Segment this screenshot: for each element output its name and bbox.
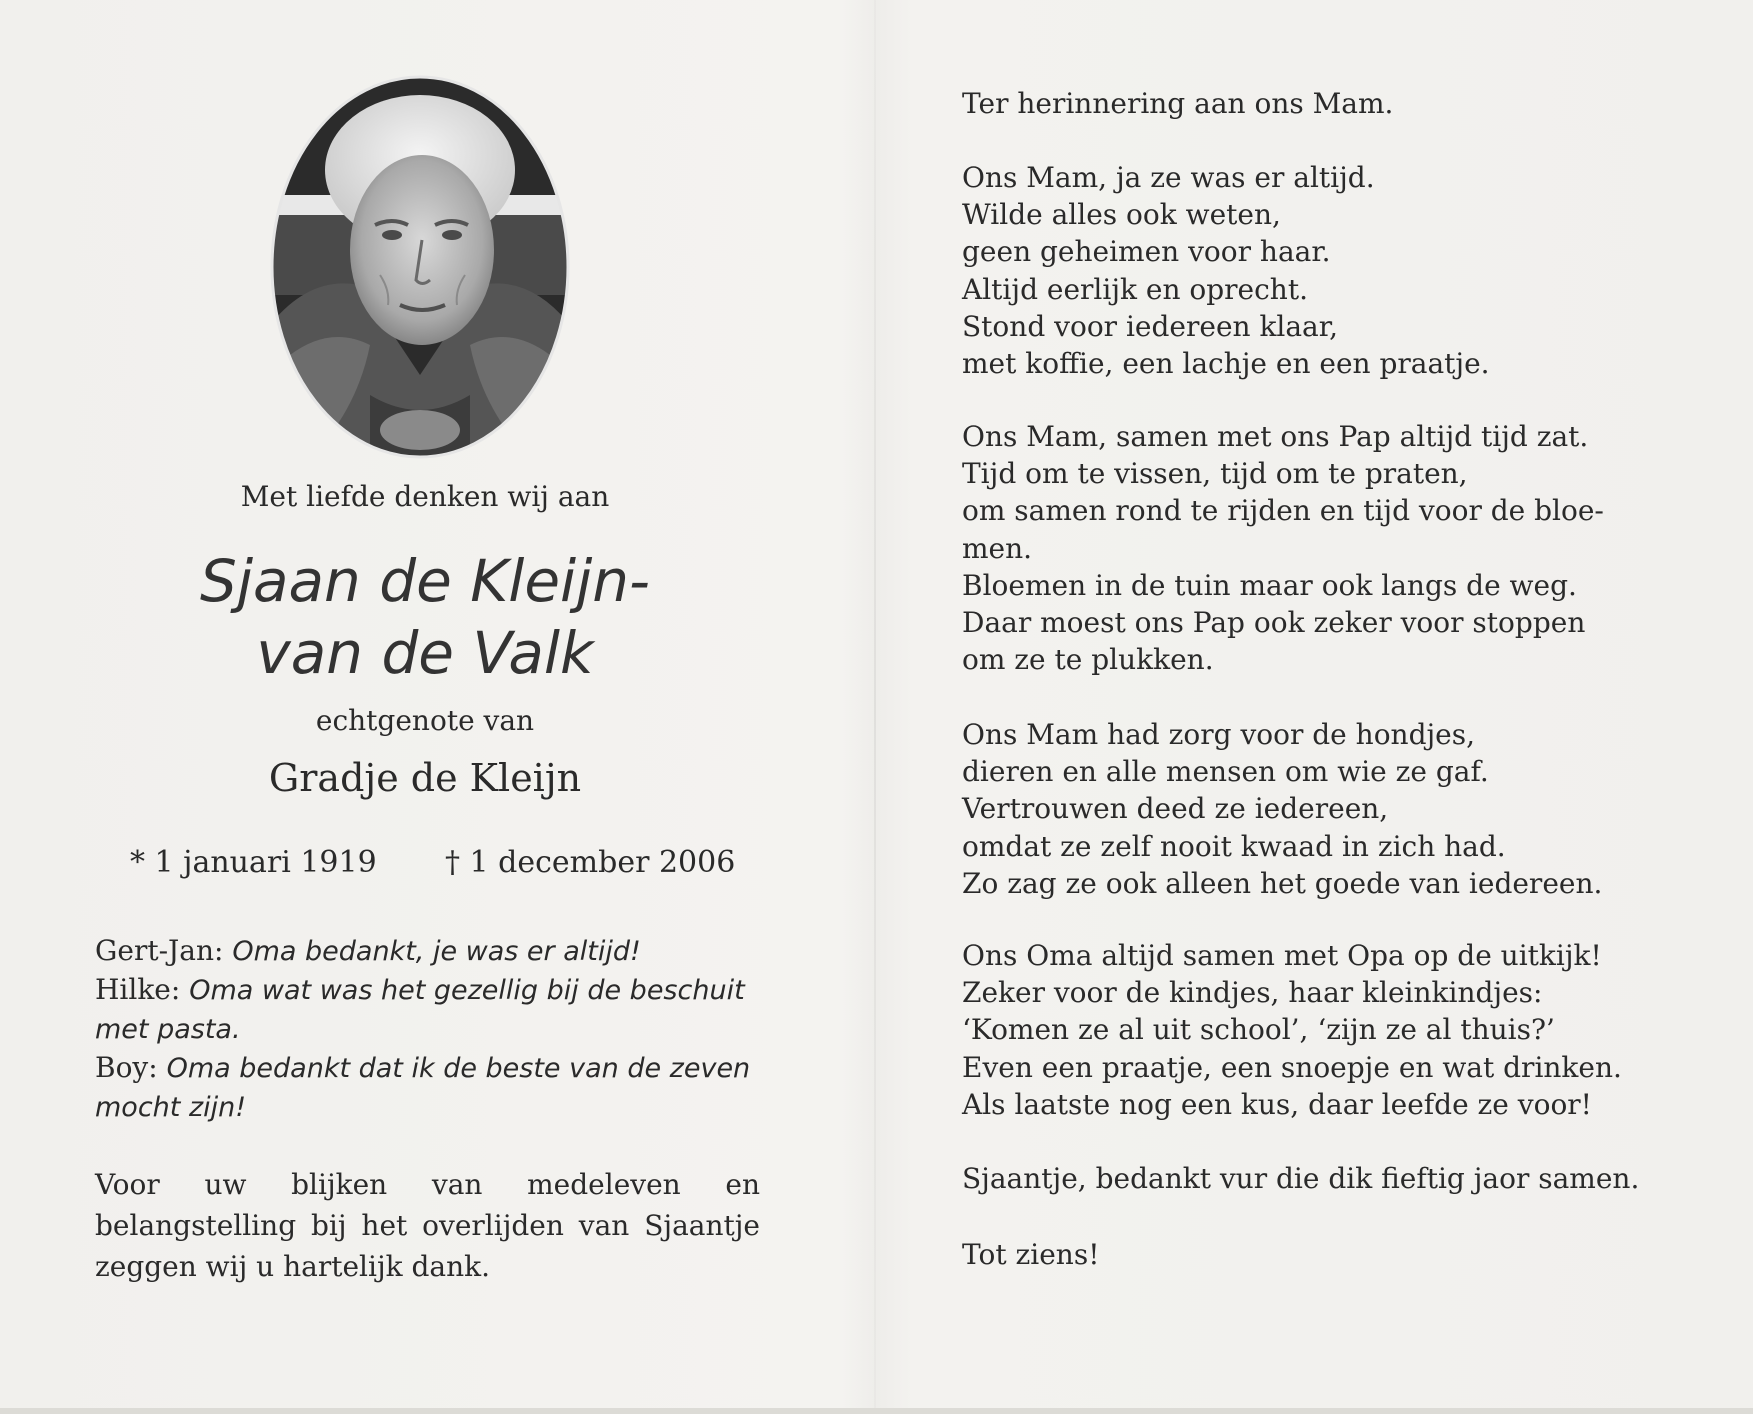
quote-text: Oma bedankt dat ik de beste van de zeven mocht zijn!: [95, 1053, 751, 1123]
poem-line: met koffie, een lachje en een praatje.: [962, 347, 1490, 381]
thanks-text: Voor uw blijken van medeleven en belangstelling bij het overlijden van Sjaantje zeggen wij u hartelijk dank.: [95, 1168, 760, 1283]
poem-line: Even een praatje, een snoepje en wat drinken.: [962, 1050, 1622, 1084]
poem-line: Sjaantje, bedankt vur die dik fieftig jaor samen.: [962, 1162, 1640, 1195]
quote-speaker: Boy:: [95, 1051, 158, 1084]
quote-speaker: Gert-Jan:: [95, 934, 224, 967]
poem-line: Als laatste nog een kus, daar leefde ze voor!: [962, 1087, 1592, 1121]
poem-line: Ons Mam had zorg voor de hondjes,: [962, 718, 1476, 751]
spouse-intro: echtgenote van: [315, 704, 535, 737]
poem-stanza-1: [962, 159, 1632, 382]
left-panel: [90, 0, 760, 1414]
name-line-1: Sjaan de Kleijn-: [200, 547, 650, 615]
poem-line: Daar moest ons Pap ook zeker voor stoppen: [962, 606, 1586, 640]
poem-line: om ze te plukken.: [962, 643, 1214, 677]
poem-stanza-5: [962, 1160, 1640, 1197]
poem-line: geen geheimen voor haar.: [962, 235, 1331, 269]
poem-line: Ons Mam, ja ze was er altijd.: [962, 161, 1375, 194]
quote-gert-jan: [95, 932, 760, 971]
poem-line: Wilde alles ook weten,: [962, 198, 1281, 232]
poem-line: omdat ze zelf nooit kwaad in zich had.: [962, 829, 1506, 863]
quote-hilke: [95, 971, 760, 1049]
poem-line: Ons Oma altijd samen met Opa op de uitkijk!: [962, 939, 1602, 972]
intro-text: Met liefde denken wij aan: [240, 480, 610, 513]
poem-line: Zeker voor de kindjes, haar kleinkindjes:: [962, 976, 1543, 1010]
death-date: † 1 december 2006: [445, 845, 736, 880]
poem-stanza-4: [962, 937, 1632, 1123]
quote-text: Oma bedankt, je was er altijd!: [232, 936, 641, 967]
card-bottom-edge: [0, 1408, 1753, 1414]
poem-line: Stond voor iedereen klaar,: [962, 309, 1338, 343]
poem-stanza-2: [962, 418, 1632, 678]
poem-line: Vertrouwen deed ze iedereen,: [962, 792, 1389, 826]
quote-text: Oma wat was het gezellig bij de beschuit met pasta.: [95, 975, 745, 1045]
poem-stanza-3: [962, 716, 1632, 902]
poem-line: Tot ziens!: [962, 1238, 1100, 1271]
poem-line: men.: [962, 531, 1033, 565]
poem-line: ‘Komen ze al uit school’, ‘zijn ze al thuis?’: [962, 1013, 1555, 1047]
poem-line: dieren en alle mensen om wie ze gaf.: [962, 755, 1489, 789]
poem-line: Zo zag ze ook alleen het goede van iedereen.: [962, 866, 1603, 900]
poem-line: Ons Mam, samen met ons Pap altijd tijd zat.: [962, 420, 1589, 453]
poem-line: Bloemen in de tuin maar ook langs de weg.: [962, 568, 1577, 602]
poem-stanza-6: [962, 1236, 1632, 1273]
poem-line: om samen rond te rijden en tijd voor de bloe-: [962, 494, 1604, 528]
poem-line: Altijd eerlijk en oprecht.: [962, 272, 1308, 306]
poem-title: Ter herinnering aan ons Mam.: [962, 87, 1394, 120]
right-panel: [962, 0, 1682, 1414]
card-fold: [874, 0, 876, 1414]
quote-speaker: Hilke:: [95, 973, 181, 1006]
birth-date: * 1 januari 1919: [130, 845, 377, 880]
spouse-name: Gradje de Kleijn: [268, 756, 582, 800]
deceased-name: [90, 545, 760, 689]
grandchildren-quotes: [95, 932, 760, 1127]
poem-line: Tijd om te vissen, tijd om te praten,: [962, 457, 1468, 491]
portrait-photo: [270, 75, 570, 460]
quote-boy: [95, 1049, 760, 1127]
name-line-2: van de Valk: [256, 619, 594, 687]
